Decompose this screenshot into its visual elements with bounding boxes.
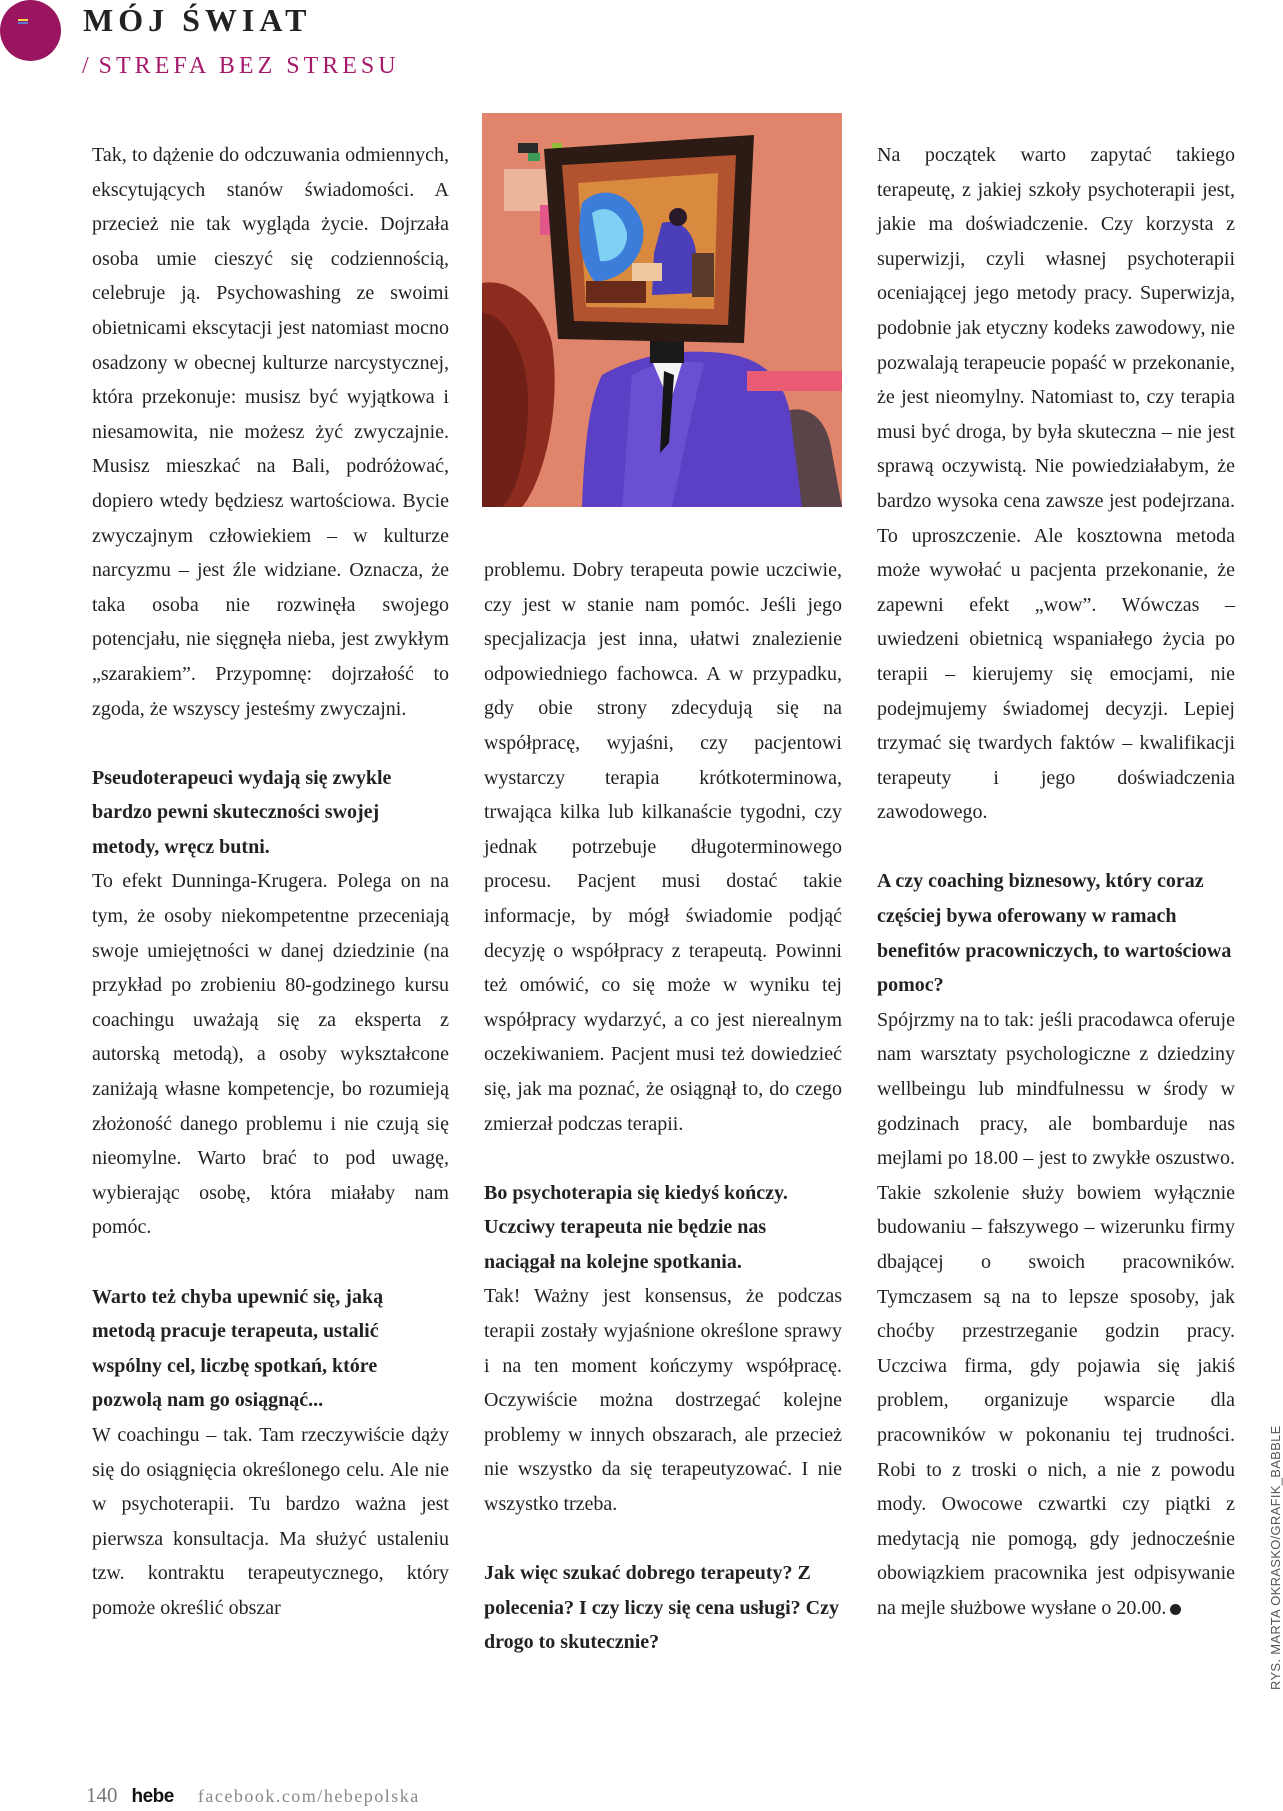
magazine-logo: hebe (131, 1786, 174, 1807)
article-column-3 (877, 138, 1235, 1626)
paragraph: problemu. Dobry terapeuta powie uczciwie, czy jest w stanie nam pomóc. Jeśli jego specjalizacja jest inna, ułatwi znalezienie odpowiedniego fachowca. A w przypadku, gdy obie strony zdecydują się na współpracę, wyjaśni, czy pacjentowi wystarczy terapia krótkoterminowa, trwająca kilka lub kilkanaście tygodni, czy jednak potrzebuje długoterminowego procesu. Pacjent musi dostać takie informacje, by mógł świadomie podjąć decyzję o współpracy z terapeutą. Powinni też omówić, co się może w wyniku tej współpracy wydarzyć, a co jest nierealnym oczekiwaniem. Pacjent musi też dowiedzieć się, jak ma poznać, że osiągnął to, do czego zmierzał podczas terapii. (484, 559, 842, 1135)
subsection-title (82, 53, 400, 80)
article-column-1 (92, 138, 449, 1626)
interview-question: Bo psychoterapia się kiedyś kończy. Uczciwy terapeuta nie będzie nas naciągał na kolejne spotkania. (484, 1181, 788, 1273)
paragraph: Tak! Ważny jest konsensus, że podczas terapii zostały wyjaśnione określone sprawy i na ten moment kończymy współpracę. Oczywiście można dostrzegać kolejne problemy w innych obszarach, ale przecież nie wszystko da się terapeutyzować. I nie wszystko trzeba. (484, 1285, 842, 1516)
paragraph: Na początek warto zapytać takiego terapeutę, z jakiej szkoły psychoterapii jest, jakie ma doświadczenie. Czy korzysta z superwizji, czyli własnej psychoterapii oceniającej jego metody pracy. Superwizja, podobnie jak etyczny kodeks zawodowy, nie pozwalają terapeucie popaść w przekonanie, że jest nieomylny. Natomiast to, czy terapia musi być droga, by była skuteczna – nie jest sprawą oczywistą. Nie powiedziałabym, że bardzo wysoka cena zawsze jest podejrzana. To uproszczenie. Ale kosztowna metoda może wywołać u pacjenta przekonanie, że zapewni efekt „wow”. Wówczas – uwiedzeni obietnicą wspaniałego życia po terapii – kierujemy się emocjami, nie podejmujemy świadomej decyzji. Lepiej trzymać się twardych faktów – kwalifikacji terapeuty i jego doświadczenia zawodowego. (877, 144, 1235, 824)
interview-question: Warto też chyba upewnić się, jaką metodą pracuje terapeuta, ustalić wspólny cel, liczbę spotkań, które pozwolą nam go osiągnąć... (92, 1285, 384, 1412)
section-badge (0, 0, 61, 61)
subsection-label: STREFA BEZ STRESU (98, 53, 400, 79)
end-mark-icon (1170, 1604, 1181, 1615)
page-number: 140 (86, 1783, 118, 1807)
article-column-2 (484, 553, 842, 1660)
interview-question: Jak więc szukać dobrego terapeuty? Z polecenia? I czy liczy się cena usługi? Czy drogo to skutecznie? (484, 1562, 839, 1654)
subsection-slash: / (82, 53, 93, 79)
interview-question: Pseudoterapeuci wydają się zwykle bardzo pewni skuteczności swojej metody, wręcz butni. (92, 766, 392, 858)
interview-question: A czy coaching biznesowy, który coraz częściej bywa oferowany w ramach benefitów pracowniczych, to wartościowa pomoc? (877, 870, 1232, 997)
paragraph-text: Spójrzmy na to tak: jeśli pracodawca oferuje nam warsztaty psychologiczne z dziedziny wellbeingu lub mindfulnessu w środy w godzinach pracy, ale bombarduje nas mejlami po 18.00 – jest to zwykłe oszustwo. Takie szkolenie służy bowiem wyłącznie budowaniu – fałszywego – wizerunku firmy dbającej o swoich pracowników. Tymczasem są na to lepsze sposoby, jak choćby przestrzeganie godzin pracy. Uczciwa firma, gdy pojawia się jakiś problem, organizuje wsparcie dla pracowników w pokonaniu tej trudności. Robi to z troski o nich, a nie z powodu mody. Owocowe czwartki czy piątki z medytacją nie pomogą, gdy jednocześnie obowiązkiem pracownika jest odpisywanie na mejle służbowe wysłane o 20.00. (877, 1008, 1235, 1619)
page-footer (86, 1783, 420, 1807)
illustration-credit: RYS. MARTA OKRASKO/GRAFIK_BABBLE (1268, 1425, 1283, 1690)
flag-icon (18, 19, 28, 25)
paragraph: W coachingu – tak. Tam rzeczywiście dąży się do osiągnięcia określonego celu. Ale nie w psychoterapii. Tu bardzo ważna jest pierwsza konsultacja. Ma służyć ustaleniu tzw. kontraktu terapeutycznego, który pomoże określić obszar (92, 1423, 449, 1619)
illustration-tv-head-man (482, 113, 842, 507)
paragraph (877, 1003, 1235, 1626)
paragraph: To efekt Dunninga-Krugera. Polega on na tym, że osoby niekompetentne przeceniają swoje umiejętności w danej dziedzinie (na przykład po zrobieniu 80-godzinego kursu coachingu uważają się za eksperta z autorską metodą), a osoby wykształcone zaniżają własne kompetencje, bo rozumieją złożoność danego problemu i nie czują się nieomylne. Warto brać to pod uwagę, wybierając osobę, która miałaby nam pomóc. (92, 870, 449, 1239)
paragraph: Tak, to dążenie do odczuwania odmiennych, ekscytujących stanów świadomości. A przecież nie tak wygląda życie. Dojrzała osoba umie cieszyć się codziennością, celebruje ją. Psychowashing ze swoimi obietnicami ekscytacji jest natomiast mocno osadzony w obecnej kulturze narcystycznej, która przekonuje: musisz być wyjątkowa i niesamowita, nie możesz żyć zwyczajnie. Musisz mieszkać na Bali, podróżować, dopiero wtedy będziesz wartościowa. Bycie zwyczajnym człowiekiem – w kulturze narcyzmu – jest źle widziane. Oznacza, że taka osoba nie rozwinęła swojego potencjału, nie sięgnęła nieba, jest zwykłym „szarakiem”. Przypomnę: dojrzałość to zgoda, że wszyscy jesteśmy zwyczajni. (92, 144, 449, 720)
section-title: MÓJ ŚWIAT (83, 2, 312, 38)
social-link[interactable]: facebook.com/hebepolska (197, 1786, 420, 1806)
